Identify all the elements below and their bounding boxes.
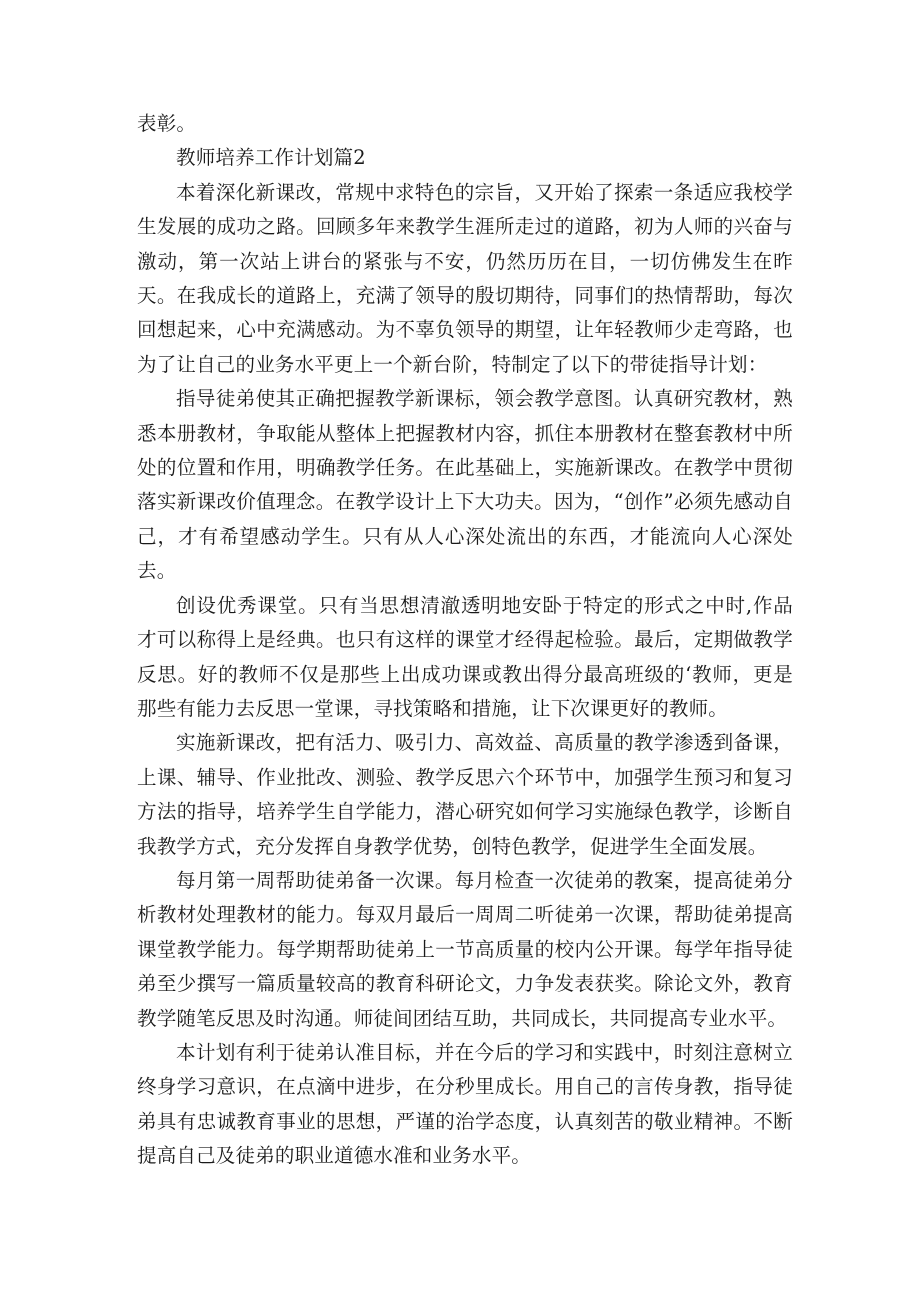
paragraph-schedule: 每月第一周帮助徒弟备一次课。每月检查一次徒弟的教案，提高徒弟分析教材处理教材的能力。每双月最后一周周二听徒弟一次课，帮助徒弟提高课堂教学能力。每学期帮助徒弟上一节高质量的校内公开课。每学年指导徒弟至少撰写一篇质量较高的教育科研论文，力争发表获奖。除论文外，教育教学随笔反思及时沟通。师徒间团结互助，共同成长，共同提高专业水平。 [137,868,793,1030]
section-heading: 教师培养工作计划篇2 [176,146,366,170]
paragraph-conclusion: 本计划有利于徒弟认准目标，并在今后的学习和实践中，时刻注意树立终身学习意识，在点滴中进步，在分秒里成长。用自己的言传身教，指导徒弟具有忠诚教育事业的思想，严谨的治学态度，认真刻苦的敬业精神。不断提高自己及徒弟的职业道德水准和业务水平。 [137,1040,793,1168]
paragraph-curriculum: 指导徒弟使其正确把握教学新课标，领会教学意图。认真研究教材，熟悉本册教材，争取能从整体上把握教材内容，抓住本册教材在整套教材中所处的位置和作用，明确教学任务。在此基础上，实施新课改。在教学中贯彻落实新课改价值理念。在教学设计上下大功夫。因为，“创作”必须先感动自己，才有希望感动学生。只有从人心深处流出的东西，才能流向人心深处去。 [137,387,793,583]
document-body [137,107,793,1174]
lead-fragment: 表彰。 [137,112,197,135]
paragraph-reform: 实施新课改，把有活力、吸引力、高效益、高质量的教学渗透到备课，上课、辅导、作业批改、测验、教学反思六个环节中，加强学生预习和复习方法的指导，培养学生自学能力，潜心研究如何学习实施绿色教学，诊断自我教学方式，充分发挥自身教学优势，创特色教学，促进学生全面发展。 [137,731,793,858]
paragraph-intro: 本着深化新课改，常规中求特色的宗旨，又开始了探索一条适应我校学生发展的成功之路。回顾多年来教学生涯所走过的道路，初为人师的兴奋与激动，第一次站上讲台的紧张与不安，仍然历历在目，一切仿佛发生在昨天。在我成长的道路上，充满了领导的殷切期待，同事们的热情帮助，每次回想起来，心中充满感动。为不辜负领导的期望，让年轻教师少走弯路，也为了让自己的业务水平更上一个新台阶，特制定了以下的带徒指导计划： [137,180,793,376]
paragraph-classroom: 创设优秀课堂。只有当思想清澈透明地安卧于特定的形式之中时,作品才可以称得上是经典。也只有这样的课堂才经得起检验。最后，定期做教学反思。好的教师不仅是那些上出成功课或教出得分最高班级的‘教师，更是那些有能力去反思一堂课，寻找策略和措施，让下次课更好的教师。 [137,593,793,720]
